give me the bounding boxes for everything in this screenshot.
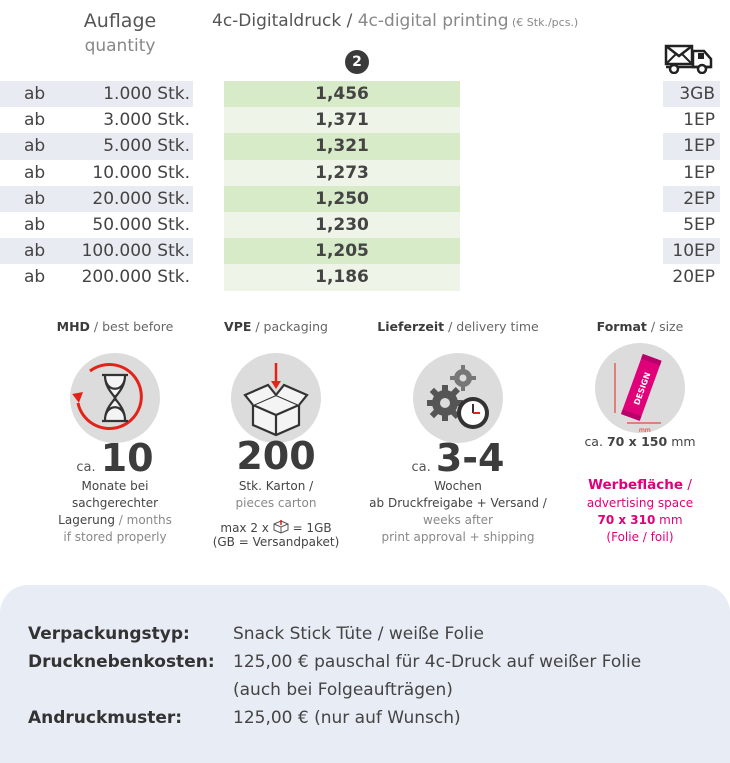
- row-quantity: 200.000 Stk.: [81, 267, 190, 288]
- delivery-line2: ab Druckfreigabe + Versand /: [369, 496, 547, 510]
- mhd-description: [25, 478, 205, 546]
- table-row: [0, 81, 730, 107]
- row-prefix: ab: [24, 162, 46, 183]
- detail-key: Andruckmuster:: [28, 708, 183, 728]
- row-quantity: 3.000 Stk.: [103, 110, 190, 131]
- box-icon: [231, 353, 321, 443]
- row-shipping: 2EP: [683, 188, 715, 209]
- detail-value: Snack Stick Tüte / weiße Folie: [233, 624, 484, 644]
- row-shipping: 1EP: [683, 110, 715, 131]
- delivery-column: [368, 318, 548, 336]
- column-number-badge: 2: [345, 50, 369, 74]
- mhd-line2: sachgerechter: [71, 496, 159, 510]
- detail-value: 125,00 € pauschal für 4c-Druck auf weißer Folie: [233, 652, 642, 672]
- row-price: 1,186: [315, 267, 369, 288]
- row-prefix: ab: [24, 136, 46, 157]
- format-size-line: ca. 70 x 150 mm: [584, 434, 696, 449]
- row-shipping: 1EP: [683, 136, 715, 157]
- quantity-header-en: quantity: [84, 36, 156, 56]
- row-price: 1,250: [315, 188, 369, 209]
- table-row: [0, 107, 730, 133]
- print-header-en: 4c-digital printing: [357, 11, 509, 31]
- price-table: [0, 81, 730, 291]
- row-prefix: ab: [24, 188, 46, 209]
- delivery-value-block: [368, 438, 548, 478]
- mhd-value: 10: [100, 436, 154, 480]
- format-advertising: [550, 476, 730, 546]
- vpe-line1: Stk. Karton /: [238, 479, 314, 493]
- row-prefix: ab: [24, 214, 46, 235]
- small-box-icon: [273, 520, 289, 534]
- detail-value: 125,00 € (nur auf Wunsch): [233, 708, 461, 728]
- print-header: [212, 8, 578, 36]
- mhd-line3: Lagerung / months: [58, 513, 172, 527]
- vpe-column: [186, 318, 366, 336]
- quantity-header-de: Auflage: [83, 10, 157, 32]
- format-column: [550, 318, 730, 336]
- vpe-line2: pieces carton: [235, 496, 317, 510]
- mhd-ca: ca.: [76, 460, 96, 475]
- row-quantity: 1.000 Stk.: [103, 84, 190, 104]
- row-quantity: 20.000 Stk.: [92, 188, 190, 209]
- row-quantity: 5.000 Stk.: [103, 136, 190, 157]
- table-row: [0, 212, 730, 238]
- row-shipping: 10EP: [672, 241, 715, 262]
- snack-stick-bag-icon: [595, 343, 685, 433]
- row-prefix: ab: [24, 267, 46, 288]
- table-row: [0, 238, 730, 264]
- delivery-value: 3-4: [435, 436, 505, 480]
- row-quantity: 10.000 Stk.: [92, 162, 190, 183]
- vpe-value-block: [186, 436, 366, 476]
- row-price: 1,321: [315, 136, 369, 157]
- row-quantity: 50.000 Stk.: [92, 214, 190, 235]
- details-box: [0, 585, 730, 763]
- print-header-separator: /: [341, 11, 358, 31]
- shipping-truck-icon: [664, 42, 714, 74]
- row-price: 1,205: [315, 241, 369, 262]
- detail-key: Drucknebenkosten:: [28, 652, 215, 672]
- row-shipping: 1EP: [683, 162, 715, 183]
- delivery-ca: ca.: [411, 460, 431, 475]
- advertising-heading: Werbefläche /: [588, 477, 692, 493]
- vpe-max-line: max 2 x = 1GB: [220, 521, 332, 535]
- row-shipping: 20EP: [672, 267, 715, 288]
- table-row: [0, 186, 730, 212]
- hourglass-icon: [70, 353, 160, 443]
- print-header-de: 4c-Digitaldruck: [212, 11, 342, 31]
- row-prefix: ab: [24, 110, 46, 131]
- delivery-heading: Lieferzeit / delivery time: [377, 319, 539, 334]
- gears-clock-icon: [413, 353, 503, 443]
- delivery-line3: weeks after: [423, 513, 493, 527]
- table-row: [0, 133, 730, 159]
- delivery-line1: Wochen: [434, 479, 482, 493]
- advertising-en: advertising space: [586, 496, 694, 510]
- vpe-gb-note: (GB = Versandpaket): [212, 535, 340, 549]
- row-price: 1,456: [315, 84, 369, 104]
- vpe-description: [186, 478, 366, 551]
- quantity-header: [60, 8, 180, 58]
- row-price: 1,230: [315, 214, 369, 235]
- vpe-heading: VPE / packaging: [224, 319, 328, 334]
- row-shipping: 5EP: [683, 214, 715, 235]
- advertising-note: (Folie / foil): [606, 530, 674, 544]
- delivery-line4: print approval + shipping: [381, 530, 535, 544]
- row-quantity: 100.000 Stk.: [81, 241, 190, 262]
- row-price: 1,273: [315, 162, 369, 183]
- row-prefix: ab: [24, 241, 46, 262]
- row-prefix: ab: [24, 84, 46, 104]
- mhd-value-block: [25, 438, 205, 478]
- detail-value-continued: (auch bei Folgeaufträgen): [233, 680, 453, 700]
- vpe-value: 200: [236, 434, 316, 478]
- mhd-heading: MHD / best before: [56, 319, 174, 334]
- mhd-line1: Monate bei: [81, 479, 149, 493]
- print-header-unit: (€ Stk./pcs.): [508, 16, 579, 29]
- row-shipping: 3GB: [679, 84, 715, 104]
- detail-key: Verpackungstyp:: [28, 624, 190, 644]
- table-row: [0, 264, 730, 290]
- mhd-line4: if stored properly: [63, 530, 167, 544]
- row-price: 1,371: [315, 110, 369, 131]
- table-row: [0, 160, 730, 186]
- snack-stick-bag-unit: mm: [639, 427, 651, 433]
- format-heading: Format / size: [596, 319, 684, 334]
- advertising-size: 70 x 310 mm: [597, 513, 683, 527]
- delivery-description: [353, 478, 563, 546]
- snack-stick-bag-label: DESIGN: [632, 371, 653, 407]
- mhd-column: [25, 318, 205, 336]
